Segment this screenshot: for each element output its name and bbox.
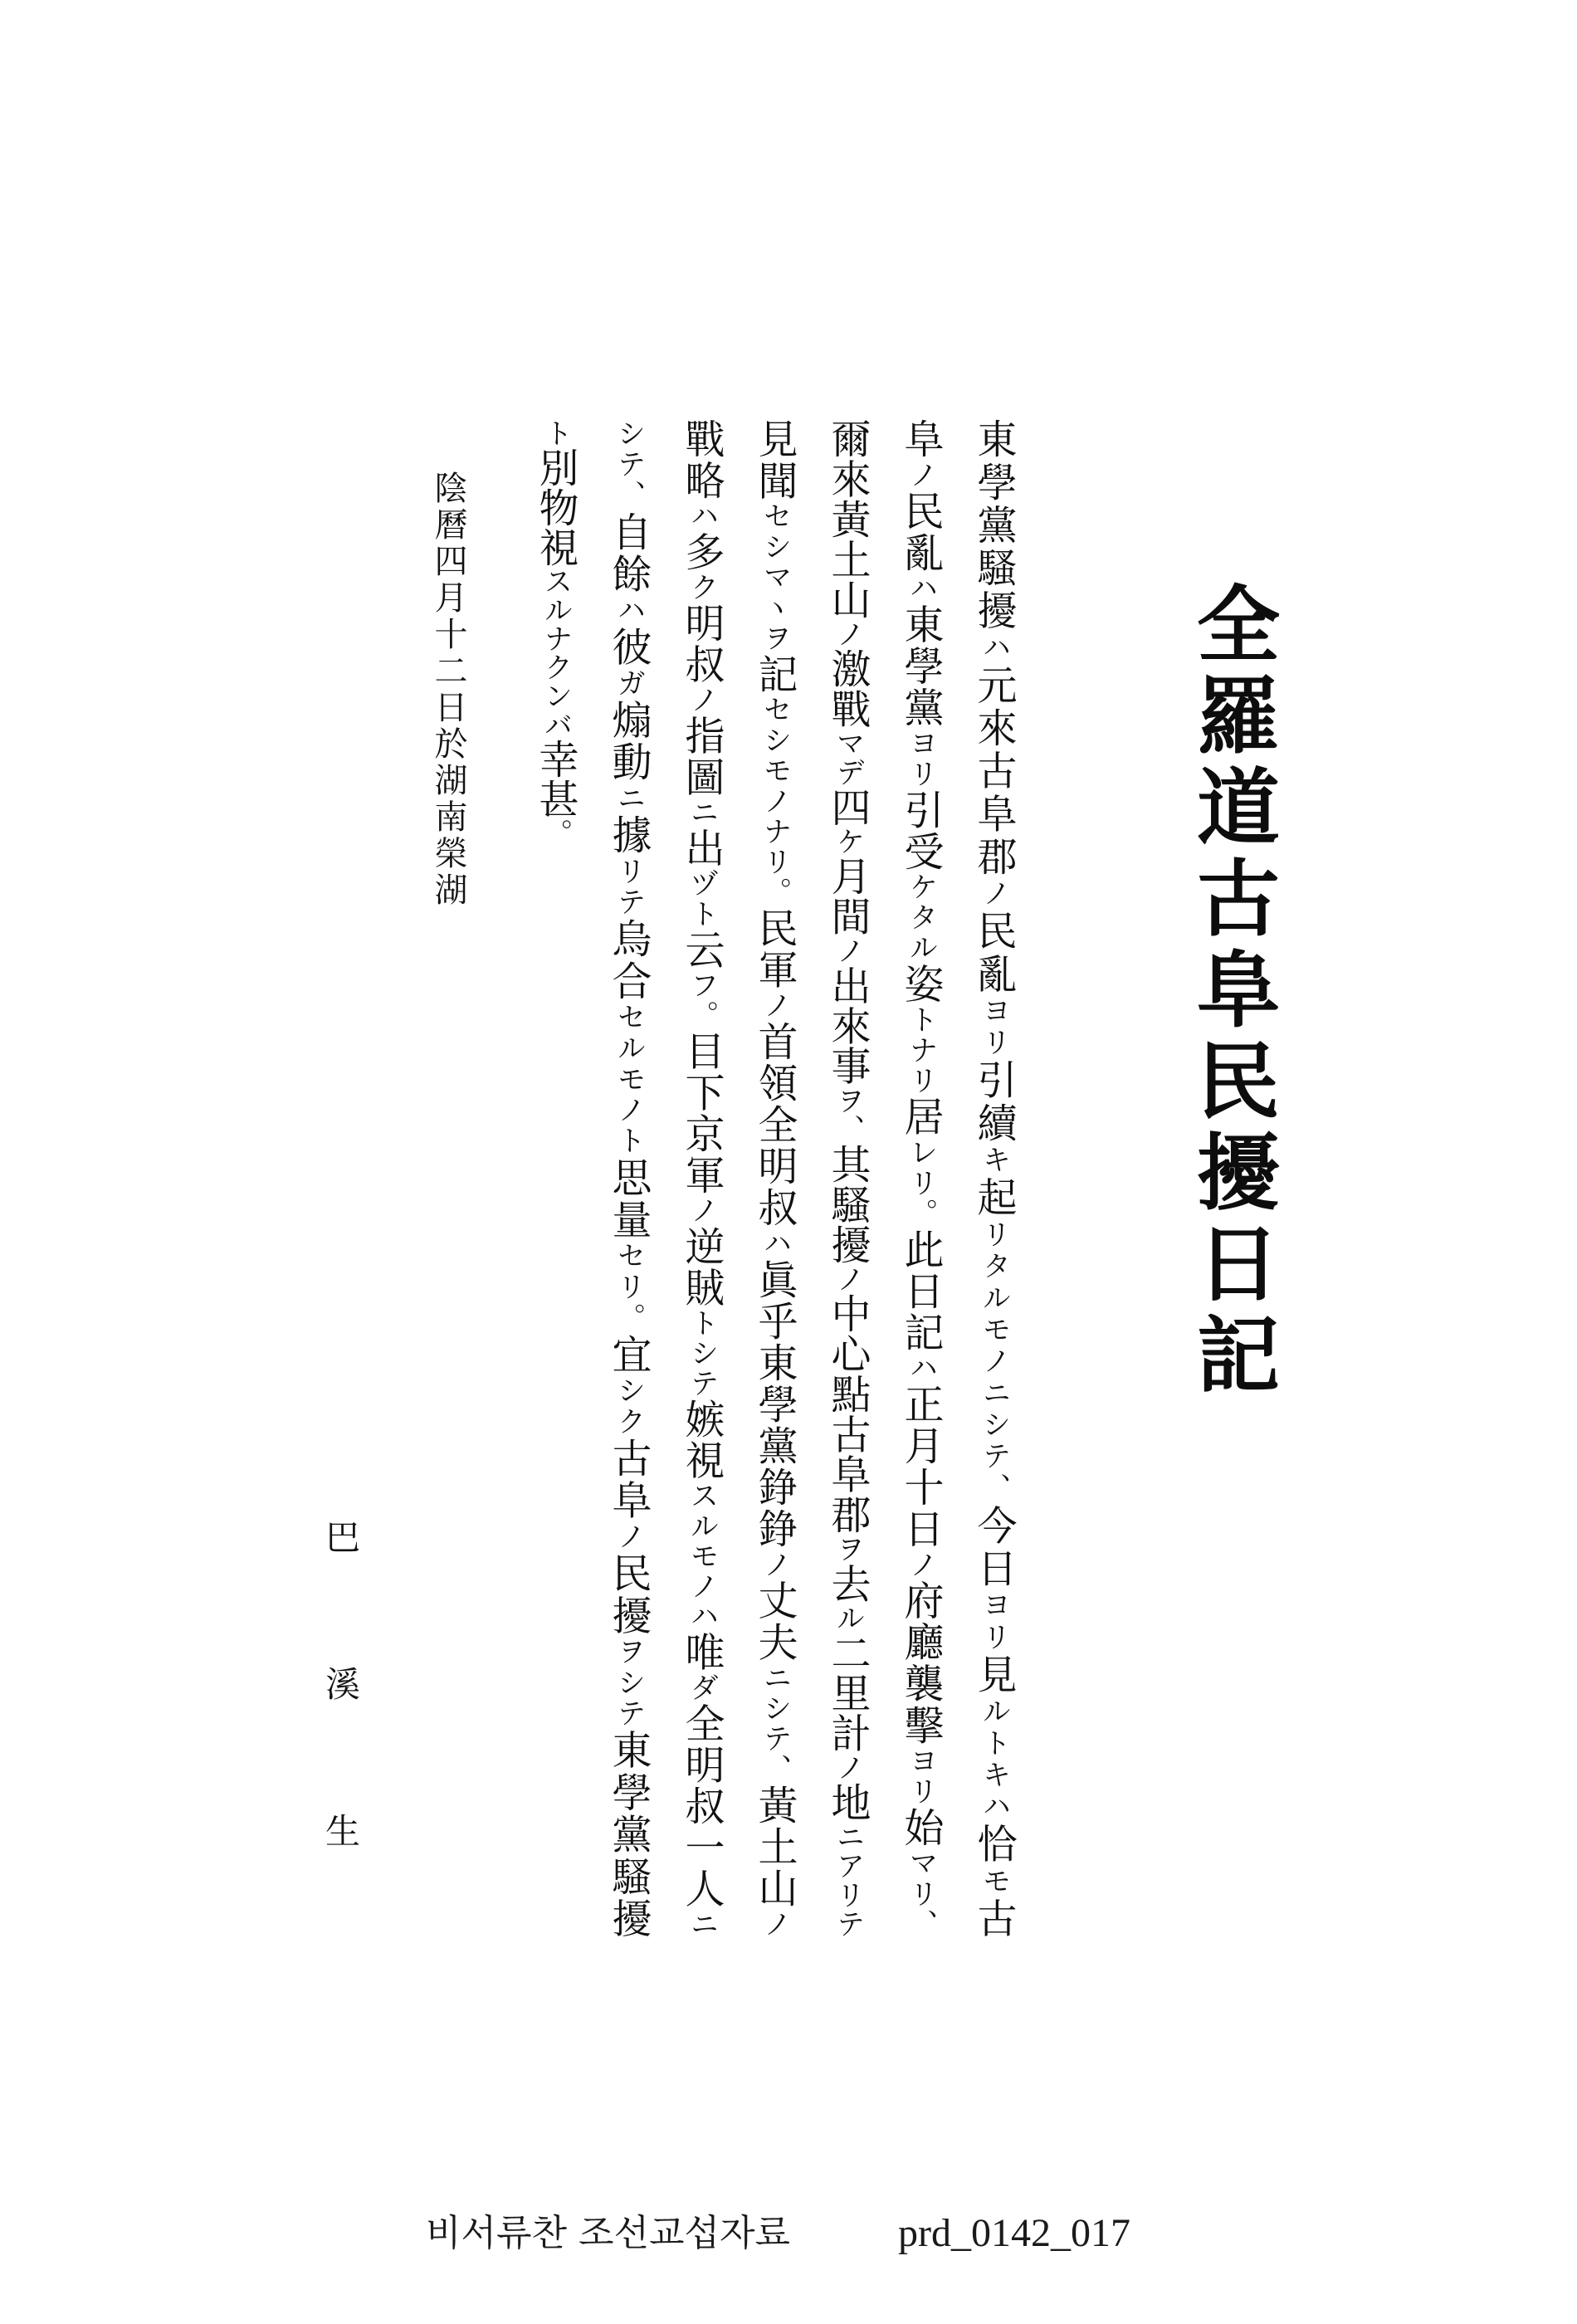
small-kana: セ — [758, 695, 791, 725]
small-kana: ノ — [758, 785, 791, 817]
small-kana: ト — [904, 1004, 937, 1036]
small-kana: シ — [758, 725, 791, 756]
small-kana: ヲ — [758, 622, 791, 654]
small-kana: リ — [977, 1219, 1010, 1252]
small-kana: ハ — [612, 595, 645, 627]
small-kana: ノ — [831, 1263, 864, 1293]
small-kana: ヨ — [977, 995, 1010, 1028]
small-kana: ル — [904, 932, 937, 964]
body-column: ト別物視スルナクンバ幸甚。 — [532, 418, 579, 847]
small-kana: ノ — [685, 685, 718, 715]
small-kana: シ — [612, 1375, 645, 1407]
small-kana: ヲ — [612, 1636, 645, 1667]
small-kana: 、 — [612, 480, 645, 511]
small-kana: マ — [831, 728, 864, 758]
small-kana: シ — [758, 531, 791, 563]
small-kana: キ — [977, 1145, 1010, 1177]
small-kana: ル — [612, 1033, 645, 1064]
small-kana: リ — [904, 1167, 937, 1199]
small-kana: 、 — [758, 1754, 791, 1784]
small-kana: セ — [758, 501, 791, 532]
small-kana: ノ — [685, 1570, 718, 1602]
small-kana: ナ — [904, 1035, 937, 1066]
small-kana: テ — [612, 1698, 645, 1730]
small-kana: ノ — [758, 1908, 791, 1938]
small-kana: リ — [612, 1272, 645, 1303]
small-kana: リ — [977, 1621, 1010, 1654]
small-kana: ハ — [758, 1228, 791, 1259]
small-kana: ハ — [977, 1791, 1010, 1824]
small-kana: ク — [612, 1406, 645, 1438]
small-kana: 、 — [831, 1114, 864, 1144]
small-kana: モ — [685, 1540, 718, 1571]
body-column: 東學黨騷擾ハ元來古阜郡ノ民亂ヨリ引續キ起リタルモノニシテ、今日ヨリ見ルトキハ恰モ古 — [970, 418, 1017, 1938]
small-kana: ハ — [904, 573, 937, 604]
small-kana: 。 — [904, 1198, 937, 1229]
small-kana: ヨ — [904, 728, 937, 759]
small-kana: シ — [612, 418, 645, 450]
small-kana: モ — [612, 1063, 645, 1096]
small-kana: ヲ — [831, 1534, 864, 1564]
small-kana: ナ — [539, 623, 572, 653]
small-kana: マ — [904, 1848, 937, 1879]
small-kana: ニ — [977, 1377, 1010, 1410]
small-kana: テ — [758, 1723, 791, 1755]
small-kana: 。 — [758, 876, 791, 908]
small-kana: ハ — [977, 632, 1010, 665]
small-kana: ケ — [904, 872, 937, 903]
small-kana: シ — [977, 1409, 1010, 1442]
small-kana: ト — [685, 898, 718, 930]
body-column: 爾來黃土山ノ激戰マデ四ケ月間ノ出來事ヲ、其騷擾ノ中心點古阜郡ヲ去ル二里計ノ地ニアリテ — [824, 418, 871, 1938]
small-kana: モ — [977, 1866, 1010, 1898]
small-kana: ニ — [758, 1662, 791, 1694]
small-kana: リ — [612, 856, 645, 887]
document-title: 全羅道古阜民擾日記 — [1183, 581, 1281, 1403]
small-kana: ヅ — [685, 868, 718, 899]
small-kana: ン — [539, 681, 572, 710]
small-kana: ノ — [904, 460, 937, 491]
small-kana: リ — [904, 1878, 937, 1909]
small-kana: リ — [904, 1065, 937, 1096]
date-place-line: 陰曆四月十二日於湖南榮湖 — [429, 471, 467, 909]
small-kana: ヨ — [904, 1745, 937, 1777]
small-kana: リ — [904, 1776, 937, 1807]
small-kana: 。 — [539, 818, 572, 847]
small-kana: ク — [685, 572, 718, 603]
small-kana: モ — [977, 1314, 1010, 1346]
small-kana: ダ — [685, 1672, 718, 1703]
small-kana: テ — [612, 449, 645, 481]
small-kana: ノ — [831, 618, 864, 648]
small-kana: ト — [539, 418, 572, 447]
small-kana: ル — [977, 1696, 1010, 1728]
small-kana: リ — [977, 1027, 1010, 1059]
small-kana: テ — [977, 1441, 1010, 1473]
author-signature: 巴溪生 — [320, 1519, 361, 1960]
small-kana: 。 — [612, 1302, 645, 1334]
small-kana: ヽ — [758, 592, 791, 623]
small-kana: ニ — [612, 783, 645, 814]
small-kana: ル — [539, 595, 572, 624]
small-kana: マ — [758, 562, 791, 593]
small-kana: タ — [977, 1251, 1010, 1283]
small-kana: テ — [831, 1908, 864, 1938]
small-kana: シ — [685, 1338, 718, 1369]
footer-collection-name: 비서류찬 조선교섭자료 — [426, 2212, 791, 2254]
small-kana: セ — [612, 1240, 645, 1272]
small-kana: ノ — [612, 1095, 645, 1126]
small-kana: ノ — [904, 1549, 937, 1580]
small-kana: ノ — [831, 1752, 864, 1782]
footer-page-id: prd_0142_017 — [898, 2211, 1130, 2255]
small-kana: ヨ — [977, 1589, 1010, 1622]
small-kana: ケ — [831, 826, 864, 856]
small-kana: リ — [831, 1879, 864, 1909]
small-kana: ニ — [831, 1822, 864, 1851]
small-kana: フ — [685, 969, 718, 1001]
small-kana: バ — [539, 710, 572, 739]
small-kana: ハ — [685, 1601, 718, 1632]
body-column: 見聞セシマヽヲ記セシモノナリ。民軍ノ首領全明叔ハ眞乎東學黨錚錚ノ丈夫ニシテ、黃土山ノ — [751, 418, 798, 1938]
small-kana: テ — [612, 886, 645, 918]
small-kana: ニ — [685, 797, 718, 828]
small-kana: ノ — [977, 878, 1010, 911]
small-kana: ナ — [758, 816, 791, 847]
small-kana: ク — [539, 652, 572, 681]
small-kana: ノ — [831, 935, 864, 965]
small-kana: 、 — [904, 1908, 937, 1938]
small-kana: セ — [612, 1002, 645, 1033]
small-kana: ハ — [685, 500, 718, 531]
body-column: シテ、自餘ハ彼ガ煽動ニ據リテ烏合セルモノト思量セリ。宜シク古阜ノ民擾ヲシテ東學黨騷擾 — [605, 418, 652, 1938]
body-column: 戰略ハ多ク明叔ノ指圖ニ出ヅト云フ。目下京軍ノ逆賊トシテ嫉視スルモノハ唯ダ全明叔一人ニ — [678, 418, 725, 1938]
small-kana: ト — [612, 1125, 645, 1157]
small-kana: ハ — [904, 1353, 937, 1384]
small-kana: ガ — [612, 668, 645, 700]
small-kana: リ — [758, 847, 791, 877]
small-kana: ト — [977, 1727, 1010, 1760]
small-kana: ア — [831, 1850, 864, 1880]
small-kana: ノ — [977, 1345, 1010, 1378]
small-kana: 。 — [685, 1000, 718, 1031]
small-kana: 、 — [977, 1472, 1010, 1505]
small-kana: ノ — [612, 1521, 645, 1553]
small-kana: ル — [685, 1511, 718, 1541]
small-kana: タ — [904, 902, 937, 933]
small-kana: ト — [685, 1307, 718, 1339]
small-kana: ス — [685, 1481, 718, 1511]
small-kana: ス — [539, 566, 572, 596]
small-kana: デ — [831, 757, 864, 787]
small-kana: ル — [831, 1603, 864, 1633]
small-kana: ニ — [685, 1908, 718, 1938]
small-kana: モ — [758, 755, 791, 786]
small-kana: ノ — [685, 1195, 718, 1226]
small-kana: テ — [685, 1368, 718, 1399]
small-kana: ヲ — [831, 1085, 864, 1115]
small-kana: キ — [977, 1760, 1010, 1792]
small-kana: ノ — [758, 990, 791, 1021]
small-kana: ル — [977, 1282, 1010, 1315]
small-kana: シ — [758, 1693, 791, 1724]
small-kana: シ — [612, 1667, 645, 1699]
small-kana: レ — [904, 1137, 937, 1168]
small-kana: リ — [904, 758, 937, 789]
body-column: 阜ノ民亂ハ東學黨ヨリ引受ケタル姿トナリ居レリ。此日記ハ正月十日ノ府廳襲擊ヨリ始マリ、 — [897, 418, 944, 1938]
small-kana: ノ — [758, 1549, 791, 1580]
